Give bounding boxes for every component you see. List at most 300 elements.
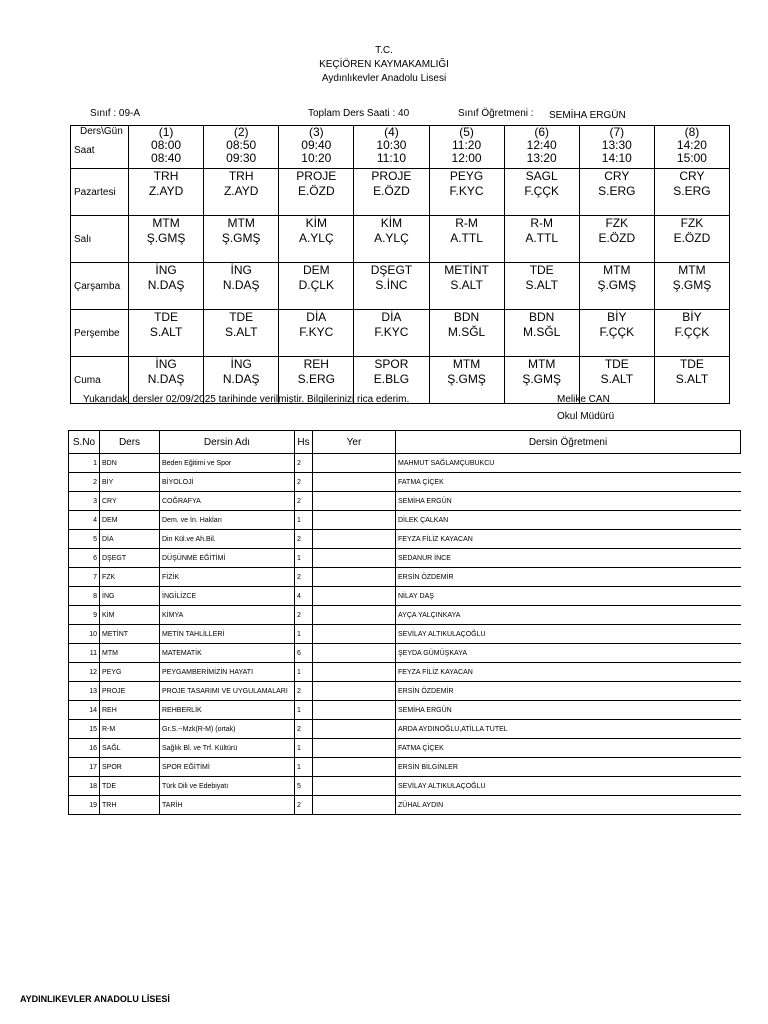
table-cell: REHBERLİK (160, 701, 295, 720)
table-row (69, 568, 741, 587)
table-cell (313, 739, 396, 758)
header-kaymakamlik: KEÇİÖREN KAYMAKAMLIĞI (319, 59, 449, 70)
class-label: Sınıf : 09-A (90, 108, 141, 119)
table-cell (313, 568, 396, 587)
period-start: 10:30 (376, 138, 407, 152)
table-row (69, 511, 741, 530)
lesson-cell (354, 216, 429, 263)
lesson-cell (504, 310, 579, 357)
table-cell: 4 (295, 587, 313, 606)
period-header-cell (654, 126, 729, 169)
table-cell (313, 549, 396, 568)
lesson-teacher: S.ERG (598, 184, 636, 198)
period-end: 15:00 (676, 151, 707, 165)
table-cell: REH (100, 701, 160, 720)
table-cell: Sağlık Bl. ve Trf. Kültürü (160, 739, 295, 758)
principal-name: Melike CAN (557, 394, 610, 405)
lesson-cell (279, 216, 354, 263)
table-cell: 3 (69, 492, 100, 511)
table-cell: TDE (100, 777, 160, 796)
table-row (69, 739, 741, 758)
table-cell: 5 (69, 530, 100, 549)
table-cell: METİNT (100, 625, 160, 644)
lesson-teacher: A.YLÇ (298, 231, 334, 245)
table-cell (313, 663, 396, 682)
lesson-cell (579, 169, 654, 216)
table-cell (313, 758, 396, 777)
lesson-code: DİA (306, 310, 327, 324)
period-start: 08:50 (226, 138, 257, 152)
period-header-cell (279, 126, 354, 169)
lesson-code: BİY (682, 310, 702, 324)
table-cell (313, 473, 396, 492)
period-start: 09:40 (301, 138, 332, 152)
lesson-teacher: F.KYC (374, 325, 409, 339)
table-cell: SEVİLAY ALTIKULAÇOĞLU (396, 777, 741, 796)
lesson-cell (504, 216, 579, 263)
table-row (69, 758, 741, 777)
table-cell: BDN (100, 454, 160, 473)
period-end: 11:10 (376, 151, 406, 165)
lesson-teacher: F.ÇÇK (524, 184, 560, 198)
lesson-teacher: S.ALT (149, 325, 183, 339)
table-cell: FATMA ÇİÇEK (396, 739, 741, 758)
lesson-teacher: F.KYC (299, 325, 334, 339)
lesson-code: FZK (680, 216, 704, 230)
table-cell: PROJE (100, 682, 160, 701)
table-cell: COĞRAFYA (160, 492, 295, 511)
table-cell (313, 644, 396, 663)
table-cell (313, 625, 396, 644)
lesson-teacher: Ş.GMŞ (221, 231, 261, 245)
table-row (69, 606, 741, 625)
day-name: Cuma (71, 357, 129, 404)
period-end: 10:20 (301, 151, 332, 165)
table-cell: 1 (295, 701, 313, 720)
lesson-cell (654, 357, 729, 404)
table-cell: 13 (69, 682, 100, 701)
lesson-cell (279, 263, 354, 310)
table-cell: SPOR (100, 758, 160, 777)
lesson-cell (129, 310, 204, 357)
lesson-teacher: S.ERG (297, 372, 335, 386)
lesson-code: TDE (679, 357, 704, 371)
lesson-code: MTM (227, 216, 255, 230)
lesson-teacher: S.ERG (673, 184, 711, 198)
table-row (69, 720, 741, 739)
lesson-code: PROJE (371, 169, 412, 183)
lesson-code: MTM (528, 357, 556, 371)
lesson-code: DŞEGT (370, 263, 413, 277)
table-cell: SAĞL (100, 739, 160, 758)
table-cell: 2 (295, 796, 313, 815)
table-cell: 12 (69, 663, 100, 682)
table-cell: FİZİK (160, 568, 295, 587)
lesson-code: TRH (153, 169, 179, 183)
table-cell: 19 (69, 796, 100, 815)
lesson-cell (354, 263, 429, 310)
period-end: 08:40 (151, 151, 182, 165)
table-row (69, 492, 741, 511)
lesson-teacher: S.ALT (600, 372, 634, 386)
lesson-teacher: N.DAŞ (222, 278, 260, 292)
period-num: (8) (684, 125, 700, 139)
table-cell: Gr.S.--Mzk(R-M) (ortak) (160, 720, 295, 739)
lesson-teacher: Ş.GMŞ (447, 372, 486, 386)
table-cell: FATMA ÇİÇEK (396, 473, 741, 492)
table-cell: 2 (295, 720, 313, 739)
day-name: Çarşamba (71, 263, 129, 310)
table-cell: PROJE TASARIMI VE UYGULAMALARI (160, 682, 295, 701)
lesson-code: TDE (529, 263, 554, 277)
table-cell: ZÜHAL AYDIN (396, 796, 741, 815)
lesson-cell (354, 310, 429, 357)
table-cell: PEYG (100, 663, 160, 682)
lesson-code: KİM (305, 216, 327, 230)
table-row (69, 625, 741, 644)
schedule-note: Yukarıdaki dersler 02/09/2025 tarihinde verilmiştir. Bilgilerinizi rica ederim. (83, 394, 410, 405)
lesson-teacher: Ş.GMŞ (522, 372, 562, 386)
course-column-header: Hs (295, 431, 313, 454)
table-cell: 8 (69, 587, 100, 606)
lesson-code: TDE (604, 357, 629, 371)
lesson-code: CRY (604, 169, 630, 183)
table-cell: 14 (69, 701, 100, 720)
lesson-cell (654, 169, 729, 216)
table-cell: DÜŞÜNME EĞİTİMİ (160, 549, 295, 568)
schedule-header-row (71, 126, 730, 169)
lesson-code: R-M (530, 216, 554, 230)
course-column-header: Yer (313, 431, 396, 454)
period-start: 08:00 (151, 138, 182, 152)
course-table (68, 430, 741, 815)
class-teacher-label: Sınıf Öğretmeni : (458, 108, 534, 119)
table-cell: AYÇA YALÇINKAYA (396, 606, 741, 625)
lesson-code: SPOR (374, 357, 409, 371)
table-cell: DEM (100, 511, 160, 530)
table-cell (313, 777, 396, 796)
table-cell: DİLEK ÇALKAN (396, 511, 741, 530)
lesson-teacher: M.SĞL (523, 325, 561, 339)
table-cell: 2 (295, 568, 313, 587)
period-end: 14:10 (601, 151, 632, 165)
table-cell (313, 454, 396, 473)
period-num: (5) (459, 125, 474, 139)
lesson-code: İNG (155, 263, 177, 277)
period-start: 13:30 (601, 138, 632, 152)
lesson-cell (579, 263, 654, 310)
lesson-teacher: E.ÖZD (673, 231, 711, 245)
class-teacher-value: SEMİHA ERGÜN (549, 110, 626, 121)
table-cell: ARDA AYDINOĞLU,ATİLLA TUTEL (396, 720, 741, 739)
table-cell: İNGİLİZCE (160, 587, 295, 606)
lesson-cell (654, 216, 729, 263)
table-cell: 1 (295, 625, 313, 644)
period-header-cell (204, 126, 279, 169)
lesson-teacher: A.TTL (525, 231, 559, 245)
table-cell (313, 530, 396, 549)
lesson-teacher: Z.AYD (148, 184, 184, 198)
period-end: 09:30 (226, 151, 257, 165)
course-column-header: S.No (69, 431, 100, 454)
table-cell: NİLAY DAŞ (396, 587, 741, 606)
lesson-code: MTM (678, 263, 706, 277)
lesson-cell (279, 310, 354, 357)
table-cell: 2 (295, 682, 313, 701)
day-name: Pazartesi (71, 169, 129, 216)
day-name: Perşembe (71, 310, 129, 357)
table-cell: MTM (100, 644, 160, 663)
lesson-teacher: S.ALT (450, 278, 483, 292)
lesson-code: SAGL (525, 169, 558, 183)
period-header-cell (504, 126, 579, 169)
table-cell: 1 (295, 739, 313, 758)
lesson-code: DEM (302, 263, 330, 277)
lesson-teacher: F.ÇÇK (599, 325, 635, 339)
table-cell: SEVİLAY ALTIKULAÇOĞLU (396, 625, 741, 644)
lesson-code: R-M (455, 216, 478, 230)
table-cell: Dem. ve İn. Hakları (160, 511, 295, 530)
table-cell: 2 (295, 454, 313, 473)
lesson-code: İNG (230, 357, 252, 371)
lesson-cell (204, 216, 279, 263)
table-cell: R-M (100, 720, 160, 739)
table-cell: 11 (69, 644, 100, 663)
lesson-teacher: N.DAŞ (147, 278, 185, 292)
lesson-teacher: N.DAŞ (222, 372, 260, 386)
table-cell: 2 (69, 473, 100, 492)
table-cell: 15 (69, 720, 100, 739)
lesson-code: DİA (381, 310, 402, 324)
lesson-code: MTM (152, 216, 180, 230)
period-num: (7) (609, 125, 625, 139)
table-cell: DŞEGT (100, 549, 160, 568)
schedule-table (70, 125, 730, 404)
lesson-teacher: A.TTL (450, 231, 483, 245)
table-cell: ŞEYDA GÜMÜŞKAYA (396, 644, 741, 663)
table-row (69, 473, 741, 492)
table-cell: 2 (295, 473, 313, 492)
table-cell: KİM (100, 606, 160, 625)
period-end: 12:00 (451, 151, 482, 165)
table-cell: SEMİHA ERGÜN (396, 492, 741, 511)
table-row (69, 644, 741, 663)
table-cell: MATEMATİK (160, 644, 295, 663)
schedule-day-row (71, 263, 730, 310)
lesson-teacher: Ş.GMŞ (146, 231, 186, 245)
table-cell: 10 (69, 625, 100, 644)
lesson-teacher: D.ÇLK (298, 278, 334, 292)
table-row (69, 549, 741, 568)
table-cell (313, 720, 396, 739)
lesson-teacher: S.İNC (375, 278, 408, 292)
lesson-code: TDE (229, 310, 254, 324)
lesson-code: CRY (679, 169, 705, 183)
table-row (69, 530, 741, 549)
period-header-cell (579, 126, 654, 169)
course-column-header: Dersin Adı (160, 431, 295, 454)
table-cell: 2 (295, 530, 313, 549)
table-cell: BİY (100, 473, 160, 492)
table-cell: SEMİHA ERGÜN (396, 701, 741, 720)
table-cell: ERSİN ÖZDEMİR (396, 682, 741, 701)
period-num: (3) (308, 125, 324, 139)
table-row (69, 663, 741, 682)
table-cell: 5 (295, 777, 313, 796)
table-cell: BİYOLOJİ (160, 473, 295, 492)
lesson-teacher: F.KYC (449, 184, 484, 198)
table-row (69, 587, 741, 606)
lesson-teacher: N.DAŞ (147, 372, 185, 386)
lesson-cell (129, 169, 204, 216)
period-end: 13:20 (526, 151, 557, 165)
lesson-teacher: A.YLÇ (374, 231, 409, 245)
lesson-code: PROJE (296, 169, 337, 183)
lesson-cell (429, 216, 504, 263)
lesson-teacher: M.SĞL (447, 325, 486, 339)
table-cell (313, 796, 396, 815)
table-cell: 2 (295, 492, 313, 511)
lesson-code: MTM (452, 357, 481, 371)
course-column-header: Ders (100, 431, 160, 454)
period-num: (1) (158, 125, 174, 139)
table-cell: Din Kül.ve Ah.Bil. (160, 530, 295, 549)
schedule-day-row (71, 216, 730, 263)
table-row (69, 701, 741, 720)
table-cell: 1 (295, 758, 313, 777)
lesson-code: BDN (529, 310, 555, 324)
lesson-teacher: S.ALT (525, 278, 558, 292)
table-row (69, 682, 741, 701)
total-hours: Toplam Ders Saati : 40 (308, 108, 410, 119)
table-cell: 6 (295, 644, 313, 663)
table-cell (313, 587, 396, 606)
lesson-code: İNG (230, 263, 252, 277)
table-cell: Beden Eğitimi ve Spor (160, 454, 295, 473)
corner-day-label: Ders\Gün (80, 126, 123, 137)
lesson-cell (504, 263, 579, 310)
table-cell (313, 606, 396, 625)
table-cell: 1 (69, 454, 100, 473)
lesson-teacher: S.ALT (224, 325, 258, 339)
table-cell: 2 (295, 606, 313, 625)
lesson-teacher: S.ALT (675, 372, 709, 386)
lesson-cell (429, 357, 504, 404)
lesson-code: REH (303, 357, 329, 371)
schedule-day-row (71, 169, 730, 216)
schedule-corner-cell (71, 126, 129, 169)
table-cell: TRH (100, 796, 160, 815)
footer-school-name: AYDINLIKEVLER ANADOLU LİSESİ (20, 994, 170, 1004)
lesson-teacher: Ş.GMŞ (597, 278, 637, 292)
table-cell: 1 (295, 511, 313, 530)
lesson-teacher: Ş.GMŞ (672, 278, 712, 292)
table-cell: SEDANUR İNCE (396, 549, 741, 568)
table-cell (313, 701, 396, 720)
lesson-cell (429, 263, 504, 310)
table-cell (313, 492, 396, 511)
period-header-cell (354, 126, 429, 169)
lesson-code: İNG (155, 357, 177, 371)
table-cell: ERSİN BİLGİNLER (396, 758, 741, 777)
table-cell: METİN TAHLİLLERİ (160, 625, 295, 644)
period-num: (6) (534, 125, 550, 139)
period-start: 12:40 (526, 138, 557, 152)
period-header-cell (129, 126, 204, 169)
table-cell: 4 (69, 511, 100, 530)
table-cell (313, 511, 396, 530)
lesson-teacher: E.BLG (373, 372, 410, 386)
lesson-cell (354, 169, 429, 216)
table-cell: FZK (100, 568, 160, 587)
table-cell: İNG (100, 587, 160, 606)
lesson-teacher: Z.AYD (223, 184, 259, 198)
table-cell: 16 (69, 739, 100, 758)
table-cell: 17 (69, 758, 100, 777)
lesson-cell (654, 263, 729, 310)
table-cell: PEYGAMBERİMİZİN HAYATI (160, 663, 295, 682)
lesson-teacher: E.ÖZD (373, 184, 410, 198)
lesson-code: TDE (154, 310, 179, 324)
lesson-code: TRH (228, 169, 254, 183)
table-cell: DİA (100, 530, 160, 549)
lesson-cell (129, 216, 204, 263)
lesson-cell (504, 169, 579, 216)
lesson-cell (129, 263, 204, 310)
principal-title: Okul Müdürü (557, 411, 615, 422)
table-cell: ERSİN ÖZDEMİR (396, 568, 741, 587)
table-cell: FEYZA FİLİZ KAYACAN (396, 530, 741, 549)
table-cell: 9 (69, 606, 100, 625)
table-cell: 6 (69, 549, 100, 568)
table-cell: TARİH (160, 796, 295, 815)
table-cell: MAHMUT SAĞLAMÇUBUKCU (396, 454, 741, 473)
table-cell: CRY (100, 492, 160, 511)
lesson-cell (429, 310, 504, 357)
lesson-teacher: E.ÖZD (297, 184, 335, 198)
table-cell: 7 (69, 568, 100, 587)
lesson-code: METİNT (444, 263, 489, 277)
lesson-teacher: E.ÖZD (598, 231, 636, 245)
table-row (69, 777, 741, 796)
lesson-code: MTM (603, 263, 631, 277)
corner-time-label: Saat (74, 145, 95, 156)
period-num: (2) (233, 125, 249, 139)
lesson-cell (579, 216, 654, 263)
period-start: 14:20 (676, 138, 707, 152)
lesson-cell (204, 310, 279, 357)
lesson-teacher: F.ÇÇK (674, 325, 710, 339)
table-cell: 1 (295, 663, 313, 682)
header-tc: T.C. (375, 45, 393, 56)
lesson-code: FZK (605, 216, 629, 230)
lesson-cell (204, 169, 279, 216)
lesson-cell (204, 263, 279, 310)
course-column-header: Dersin Öğretmeni (396, 431, 741, 454)
table-cell: 1 (295, 549, 313, 568)
lesson-code: BİY (607, 310, 627, 324)
table-cell: Türk Dili ve Edebiyatı (160, 777, 295, 796)
period-header-cell (429, 126, 504, 169)
day-name: Salı (71, 216, 129, 263)
period-num: (4) (384, 125, 399, 139)
lesson-cell (429, 169, 504, 216)
table-cell: KİMYA (160, 606, 295, 625)
table-row (69, 796, 741, 815)
lesson-cell (654, 310, 729, 357)
table-cell: FEYZA FİLİZ KAYACAN (396, 663, 741, 682)
table-row (69, 454, 741, 473)
